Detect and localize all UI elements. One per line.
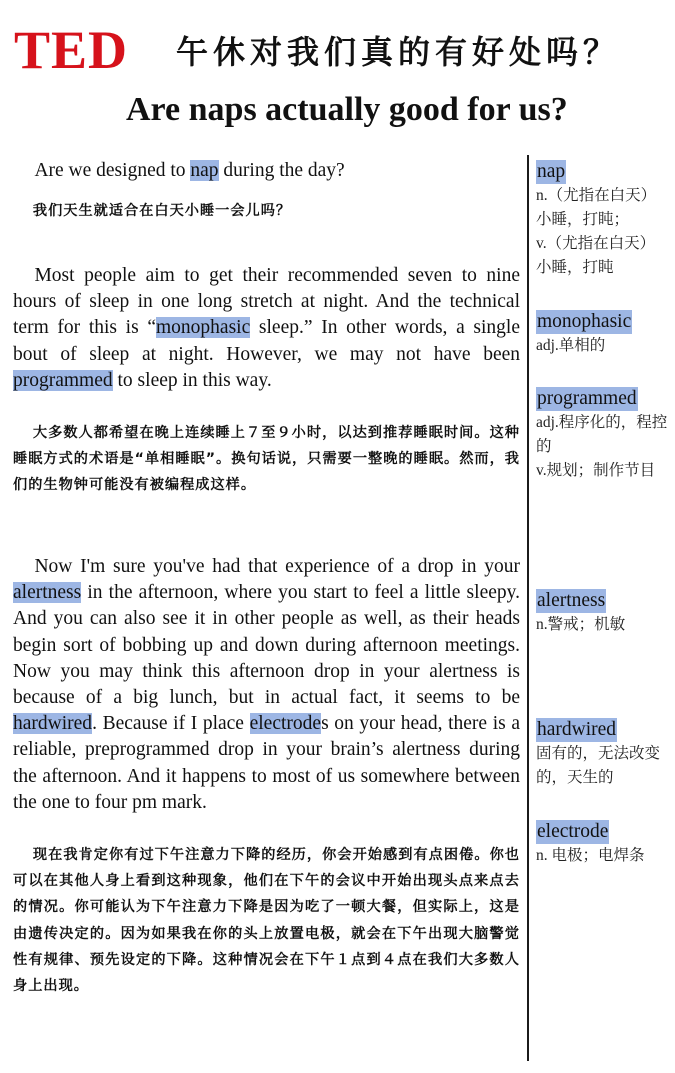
vocab-term: alertness: [537, 590, 606, 611]
english-text: Are we designed to nap during the day?: [34, 160, 345, 181]
vocab-entry: [536, 820, 668, 868]
highlighted-term: programmed: [13, 369, 113, 391]
chinese-translation: 我们天生就适合在白天小睡一会儿吗？: [32, 203, 292, 220]
paragraph-1: [13, 158, 520, 224]
vocab-entry: [536, 310, 668, 358]
vocab-term: electrode: [537, 821, 609, 842]
title-english: Are naps actually good for us?: [126, 91, 568, 128]
vocab-definition: 固有的，无法改变的，天生的: [536, 745, 661, 786]
vocab-entry: [536, 718, 668, 790]
ted-logo: TED: [14, 20, 129, 80]
paragraph-2: [13, 263, 520, 499]
vocab-entry: [536, 160, 668, 280]
vocab-term: programmed: [537, 388, 637, 409]
chinese-translation: 大多数人都希望在晚上连续睡上７至９小时，以达到推荐睡眠时间。这种睡眠方式的术语是“单相睡眠”。换句话说，只需要一整晚的睡眠。然而，我们的生物钟可能没有被编程成这样。: [13, 425, 520, 494]
vocab-term: nap: [537, 161, 566, 182]
column-divider: [527, 155, 529, 1061]
vocab-entry: [536, 589, 668, 637]
highlighted-term: hardwired: [13, 713, 93, 735]
vocab-definition: adj.单相的: [536, 337, 606, 354]
highlighted-term: electrode: [249, 713, 322, 735]
chinese-translation: 现在我肯定你有过下午注意力下降的经历，你会开始感到有点困倦。你也可以在其他人身上看到这种现象，他们在下午的会议中开始出现头点来点去的情况。你可能认为下午注意力下降是因为吃了一顿大餐，但实际上，这是由遗传决定的。因为如果我在你的头上放置电极，就会在下午出现大脑警觉性有规律、预先设定的下降。这种情况会在下午１点到４点在我们大多数人身上出现。: [13, 847, 520, 995]
vocab-definition: adj.程序化的，程控的 v.规划；制作节目: [536, 414, 668, 479]
vocab-term: hardwired: [537, 719, 617, 740]
paragraph-3: [13, 554, 520, 999]
vocab-definition: n. 电极；电焊条: [536, 847, 645, 864]
highlighted-term: alertness: [13, 582, 82, 604]
english-text: Now I'm sure you've had that experience of a drop in your alertness in the afternoon, where you start to feel a little sleepy. And you can also see it in other people as well, as their heads begin sort of bobbing up and down during afternoon meetings. Now you may think this afternoon drop in your alertness is because of a big lunch, but in actual fact, it seems to be hardwired. Because if I place electrodes on your head, there is a reliable, preprogrammed drop in your brain’s alertness during the afternoon. And it happens to most of us somewhere between the one to four pm mark.: [13, 556, 520, 813]
vocab-entry: [536, 387, 668, 483]
vocab-term: monophasic: [537, 311, 632, 332]
highlighted-term: nap: [190, 160, 219, 181]
vocab-definition: n.（尤指在白天）小睡，打盹； v.（尤指在白天）小睡，打盹: [536, 187, 657, 276]
vocab-definition: n.警戒；机敏: [536, 616, 626, 633]
title-chinese: 午休对我们真的有好处吗？: [176, 33, 621, 71]
english-text: Most people aim to get their recommended seven to nine hours of sleep in one long stretch at night. And the technical term for this is “monophasic sleep.” In other words, a single bout of sleep at night. However, we may not have been programmed to sleep in this way.: [13, 265, 520, 391]
highlighted-term: monophasic: [156, 317, 251, 339]
